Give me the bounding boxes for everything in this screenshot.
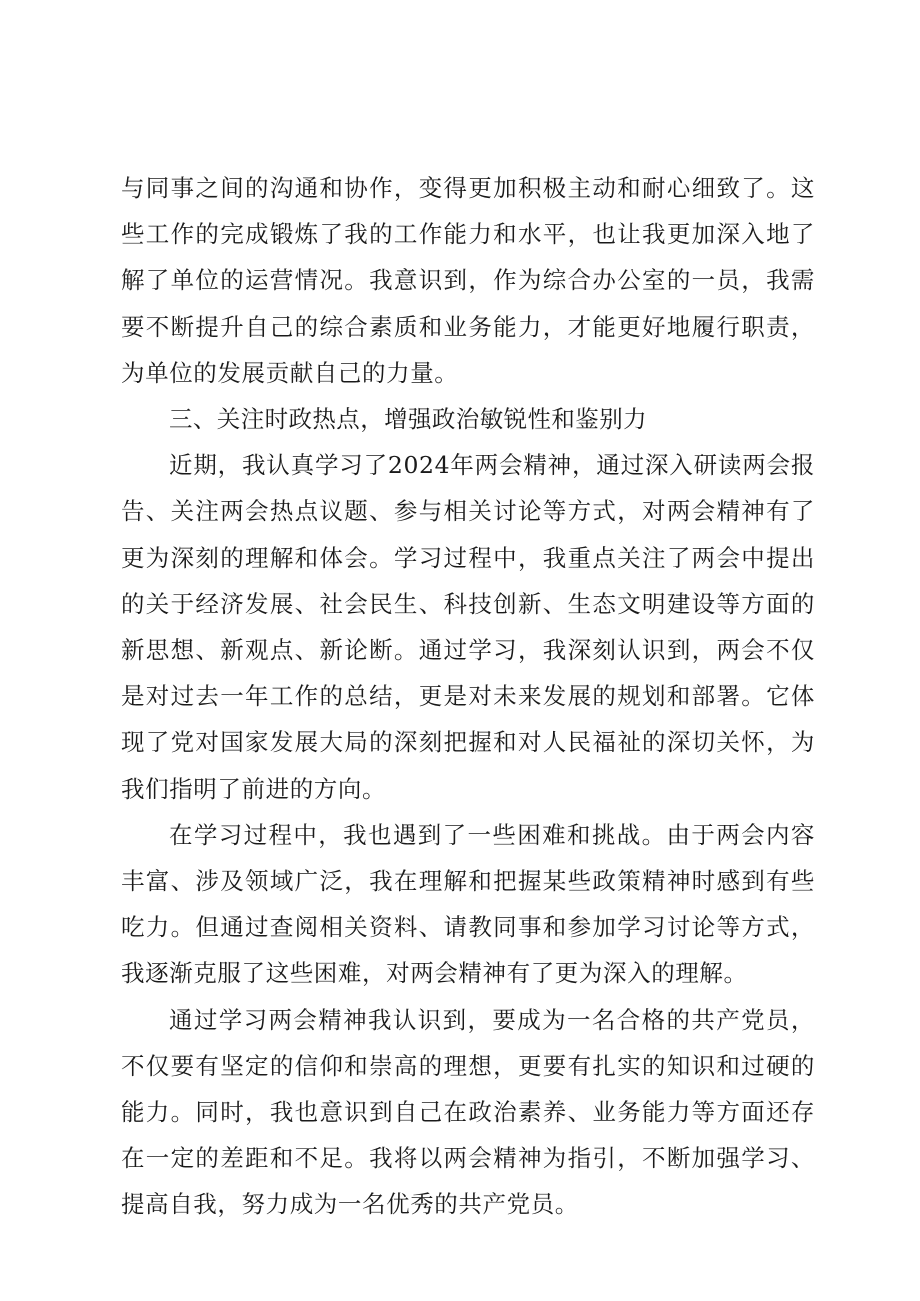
paragraph-body: 通过学习两会精神我认识到，要成为一名合格的共产党员，不仅要有坚定的信仰和崇高的理想，更要有扎实的知识和过硬的能力。同时，我也意识到自己在政治素养、业务能力等方面还存在一定的差距和不足。我将以两会精神为指引，不断加强学习、提高自我，努力成为一名优秀的共产党员。 <box>121 1005 815 1219</box>
document-body <box>121 165 815 1228</box>
paragraph-body: 在学习过程中，我也遇到了一些困难和挑战。由于两会内容丰富、涉及领域广泛，我在理解和把握某些政策精神时感到有些吃力。但通过查阅相关资料、请教同事和参加学习讨论等方式，我逐渐克服了这些困难，对两会精神有了更为深入的理解。 <box>121 820 815 988</box>
section-heading: 三、关注时政热点，增强政治敏锐性和鉴别力 <box>169 405 647 434</box>
paragraph-body: 近期，我认真学习了2024年两会精神，通过深入研读两会报告、关注两会热点议题、参与相关讨论等方式，对两会精神有了更为深刻的理解和体会。学习过程中，我重点关注了两会中提出的关于经济发展、社会民生、科技创新、生态文明建设等方面的新思想、新观点、新论断。通过学习，我深刻认识到，两会不仅是对过去一年工作的总结，更是对未来发展的规划和部署。它体现了党对国家发展大局的深刻把握和对人民福祉的深切关怀，为我们指明了前进的方向。 <box>121 451 815 803</box>
paragraph-continuation: 与同事之间的沟通和协作，变得更加积极主动和耐心细致了。这些工作的完成锻炼了我的工作能力和水平，也让我更加深入地了解了单位的运营情况。我意识到，作为综合办公室的一员，我需要不断提升自己的综合素质和业务能力，才能更好地履行职责，为单位的发展贡献自己的力量。 <box>121 174 815 387</box>
